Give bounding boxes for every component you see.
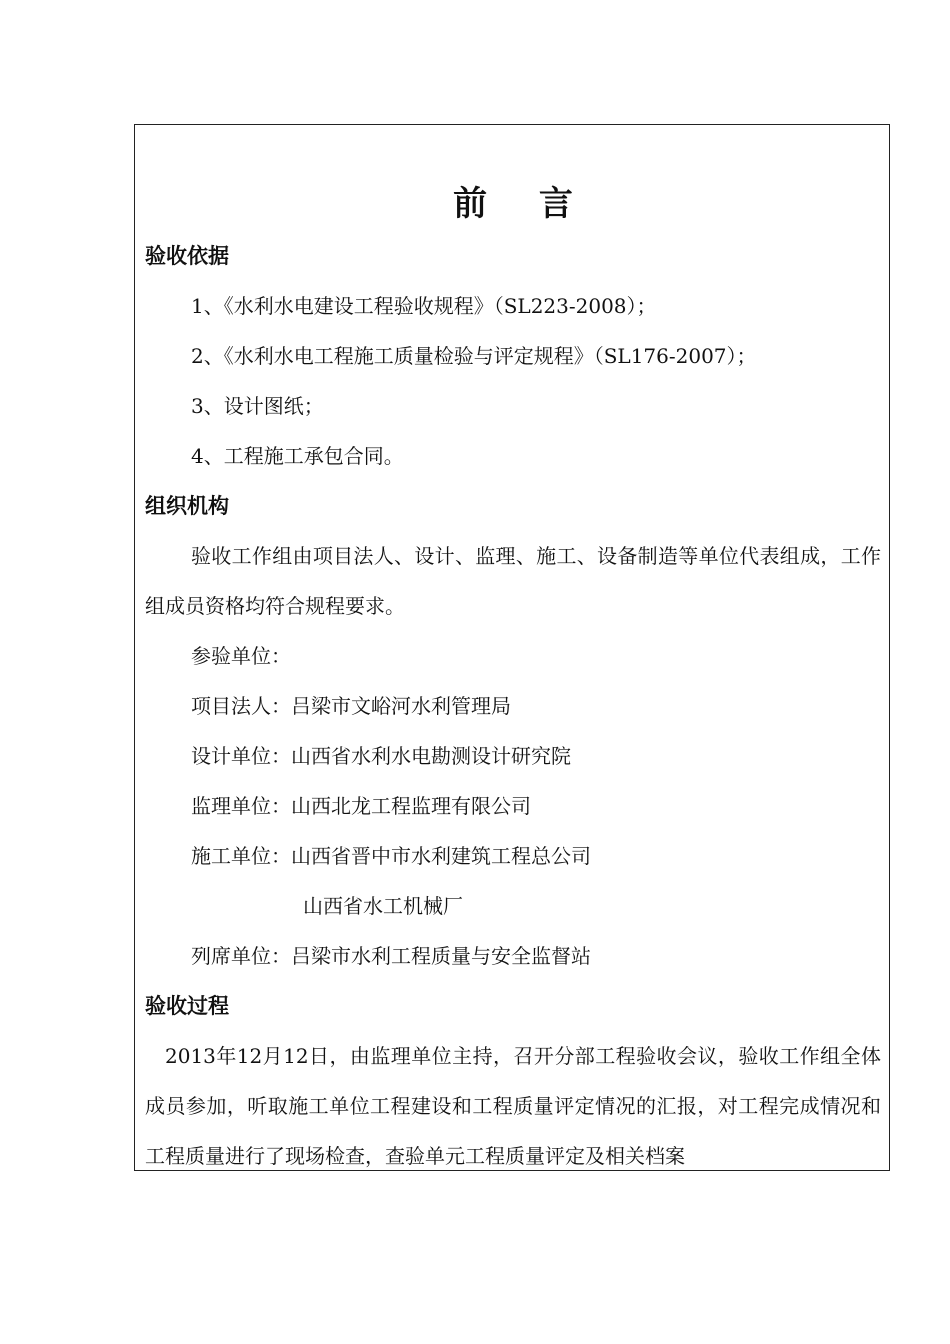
basis-item-1: 1、《水利水电建设工程验收规程》（SL223-2008）； — [191, 294, 657, 318]
document-title: 前 言 — [453, 184, 593, 224]
unit-owner: 项目法人：吕梁市文峪河水利管理局 — [191, 694, 511, 718]
unit-design: 设计单位：山西省水利水电勘测设计研究院 — [191, 744, 571, 768]
unit-attending: 列席单位：吕梁市水利工程质量与安全监督站 — [191, 944, 591, 968]
basis-item-2: 2、《水利水电工程施工质量检验与评定规程》（SL176-2007）； — [191, 344, 757, 368]
basis-item-3: 3、设计图纸； — [191, 394, 324, 418]
section-heading-process: 验收过程 — [145, 993, 229, 1018]
section-heading-basis: 验收依据 — [145, 243, 229, 268]
document-content — [145, 177, 881, 1171]
document-frame — [134, 124, 890, 1171]
unit-construction-continued: 山西省水工机械厂 — [303, 894, 463, 918]
unit-construction: 施工单位：山西省晋中市水利建筑工程总公司 — [191, 844, 591, 868]
process-paragraph: 2013年12月12日，由监理单位主持，召开分部工程验收会议，验收工作组全体成员参加，听取施工单位工程建设和工程质量评定情况的汇报，对工程完成情况和工程质量进行了现场检查，查验单元工程质量评定及相关档案 — [145, 1044, 881, 1168]
units-intro: 参验单位： — [191, 644, 291, 668]
organization-paragraph: 验收工作组由项目法人、设计、监理、施工、设备制造等单位代表组成，工作组成员资格均符合规程要求。 — [145, 544, 881, 618]
basis-item-4: 4、工程施工承包合同。 — [191, 444, 404, 468]
unit-supervision: 监理单位：山西北龙工程监理有限公司 — [191, 794, 531, 818]
section-heading-organization: 组织机构 — [145, 493, 229, 518]
